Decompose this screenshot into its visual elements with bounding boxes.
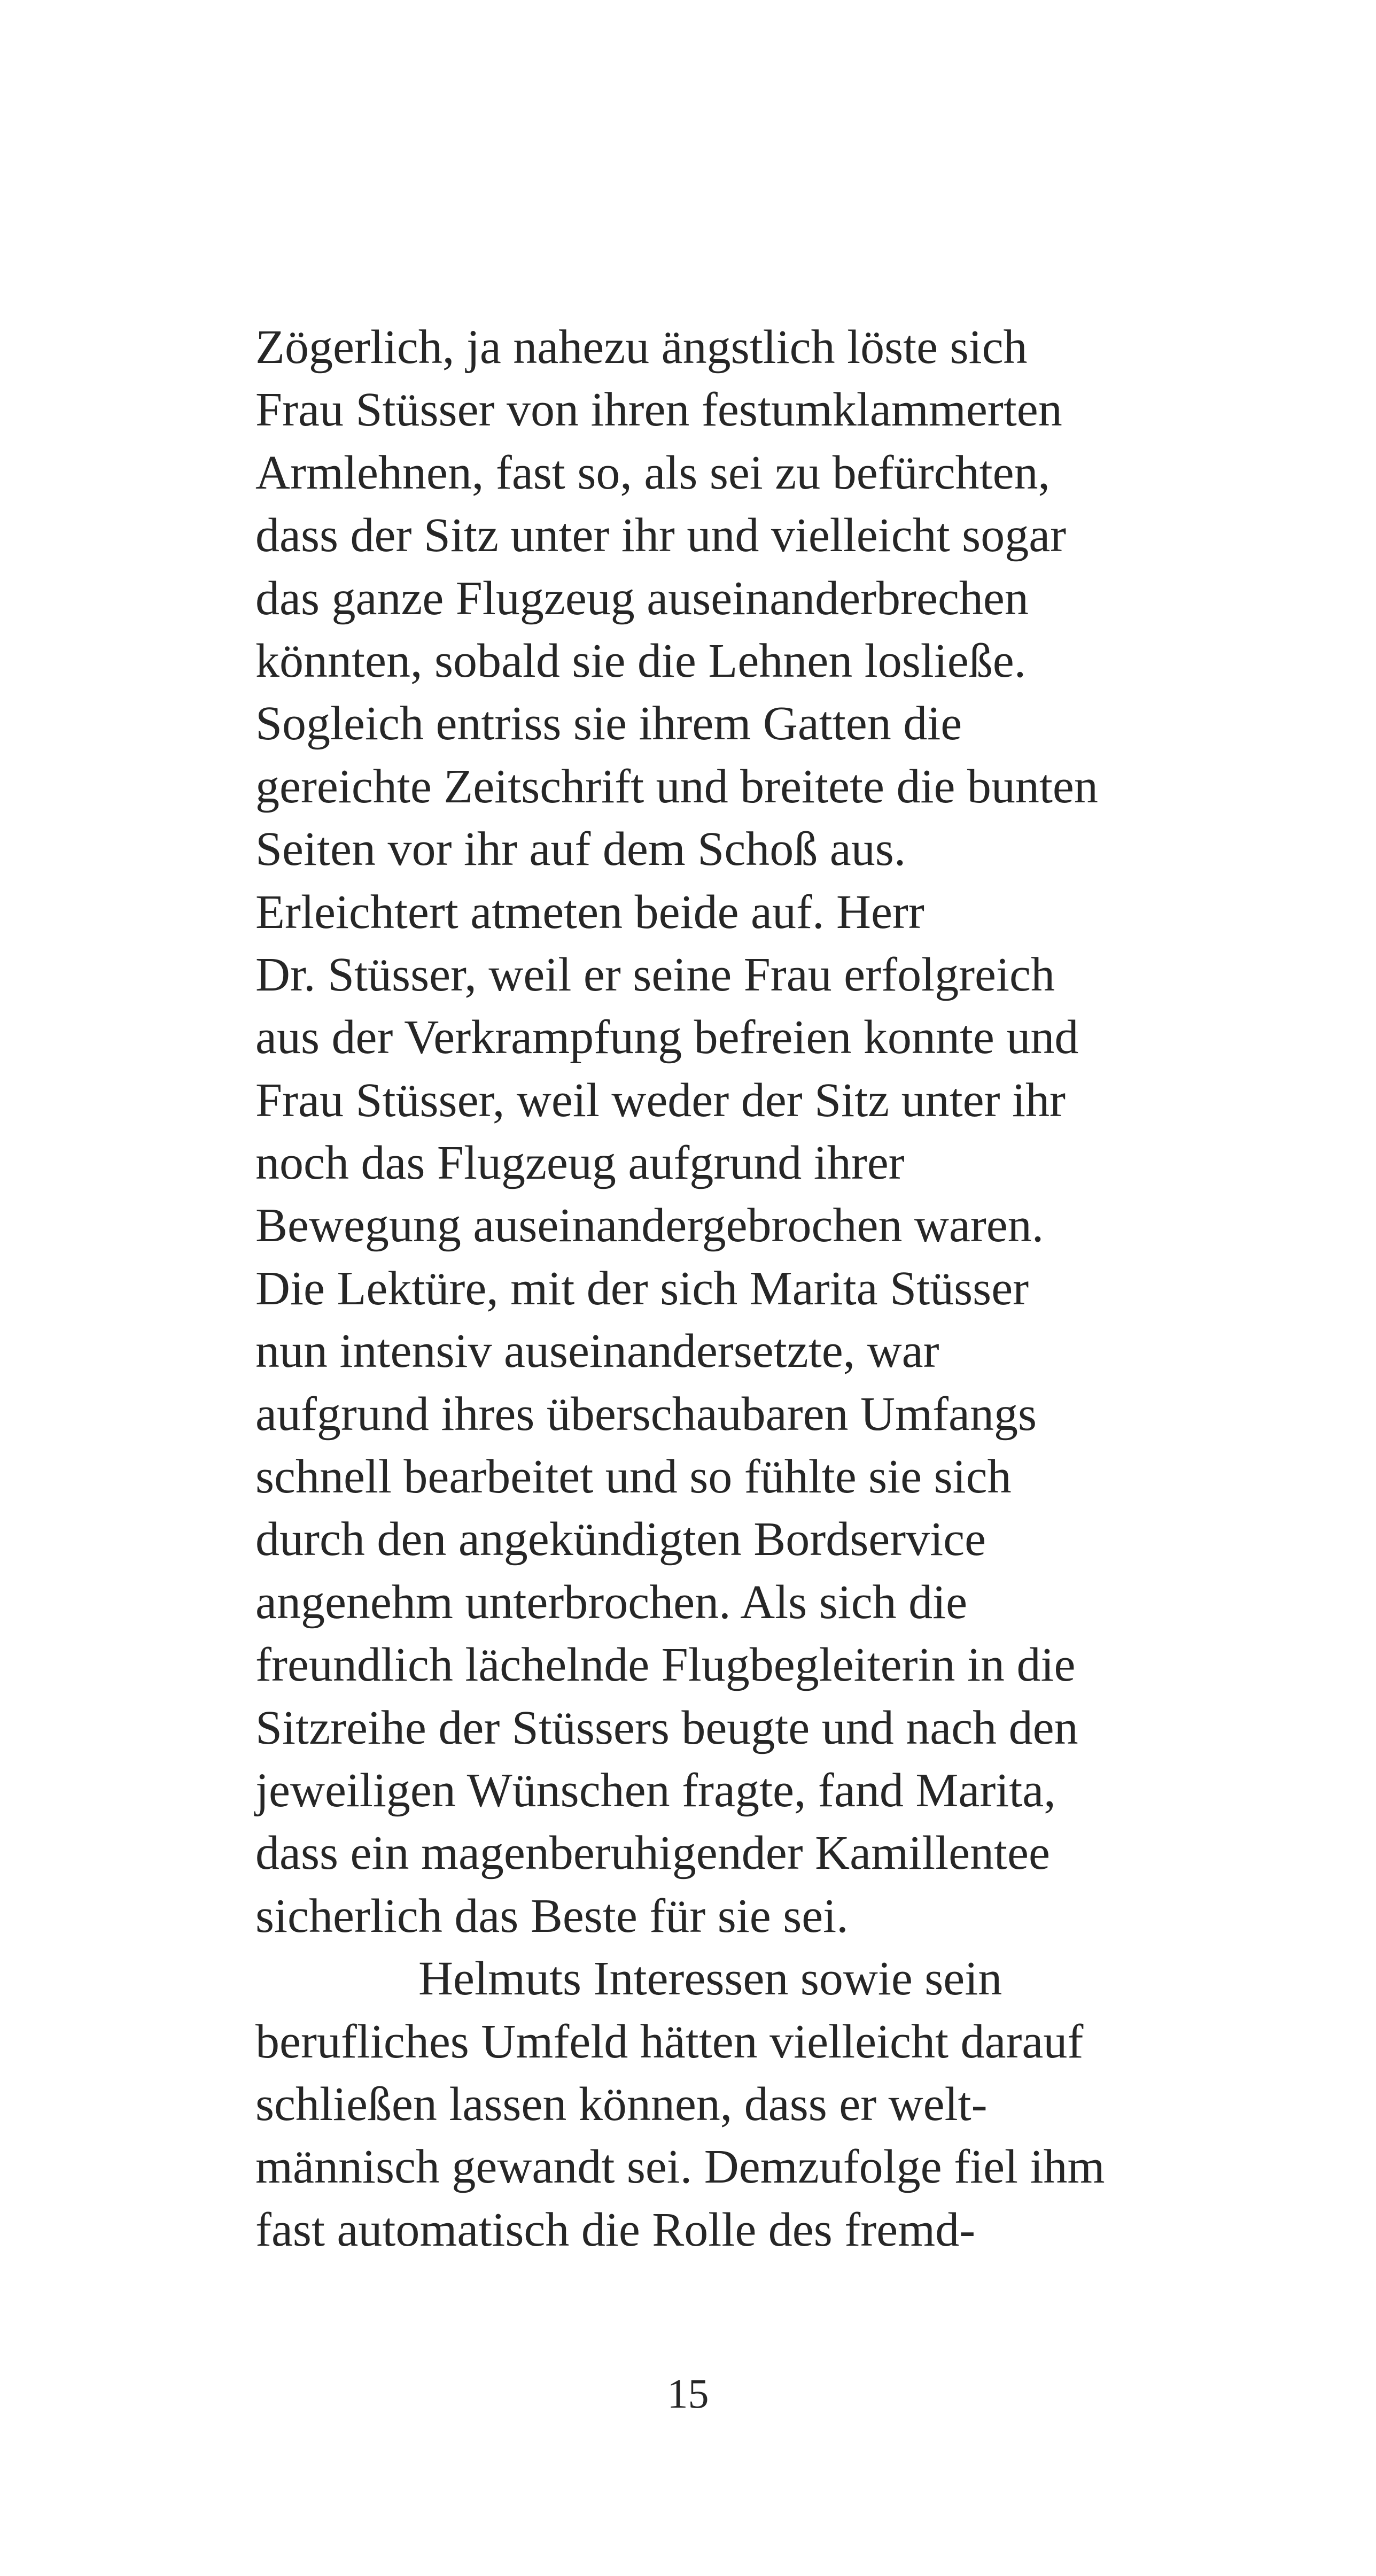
text-line: Frau Stüsser, weil weder der Sitz unter ihr [255, 1073, 1066, 1127]
text-line: das ganze Flugzeug auseinanderbrechen [255, 571, 1029, 625]
text-line: angenehm unterbrochen. Als sich die [255, 1575, 968, 1629]
text-line: Die Lektüre, mit der sich Marita Stüsser [255, 1262, 1029, 1315]
text-line: Sitzreihe der Stüssers beugte und nach den [255, 1701, 1078, 1754]
text-line: Zögerlich, ja nahezu ängstlich löste sich [255, 321, 1028, 374]
paragraph-start-line: Helmuts Interessen sowie sein [418, 1952, 1002, 2006]
body-text [255, 316, 1175, 2261]
text-line: gereichte Zeitschrift und breitete die bunten [255, 760, 1098, 813]
text-line: Erleichtert atmeten beide auf. Herr [255, 885, 924, 939]
text-line: nun intensiv auseinandersetzte, war [255, 1325, 939, 1378]
text-line: dass ein magenberuhigender Kamillentee [255, 1827, 1050, 1880]
text-line: Bewegung auseinandergebrochen waren. [255, 1199, 1044, 1252]
text-line: aus der Verkrampfung befreien konnte und [255, 1011, 1079, 1064]
page-number: 15 [667, 2370, 709, 2417]
text-line: Frau Stüsser von ihren festumklammerten [255, 383, 1062, 437]
text-line: jeweiligen Wünschen fragte, fand Marita, [255, 1763, 1056, 1817]
text-line: schnell bearbeitet und so fühlte sie sich [255, 1450, 1012, 1504]
text-line: männisch gewandt sei. Demzufolge fiel ihm [255, 2140, 1105, 2194]
text-line: könnten, sobald sie die Lehnen losließe. [255, 634, 1027, 687]
text-line: Dr. Stüsser, weil er seine Frau erfolgreich [255, 948, 1055, 1001]
text-line: schließen lassen können, dass er welt- [255, 2077, 988, 2131]
text-line: freundlich lächelnde Flugbegleiterin in die [255, 1638, 1076, 1692]
text-line: durch den angekündigten Bordservice [255, 1513, 986, 1566]
text-line: dass der Sitz unter ihr und vielleicht sogar [255, 509, 1067, 562]
text-line: sicherlich das Beste für sie sei. [255, 1889, 849, 1943]
text-line: Seiten vor ihr auf dem Schoß aus. [255, 823, 906, 876]
text-line: Armlehnen, fast so, als sei zu befürchten, [255, 446, 1051, 499]
text-line: berufliches Umfeld hätten vielleicht darauf [255, 2015, 1084, 2068]
text-line: fast automatisch die Rolle des fremd- [255, 2203, 976, 2256]
text-line: noch das Flugzeug aufgrund ihrer [255, 1136, 905, 1190]
text-line: aufgrund ihres überschaubaren Umfangs [255, 1387, 1037, 1441]
text-line: Sogleich entriss sie ihrem Gatten die [255, 697, 962, 751]
